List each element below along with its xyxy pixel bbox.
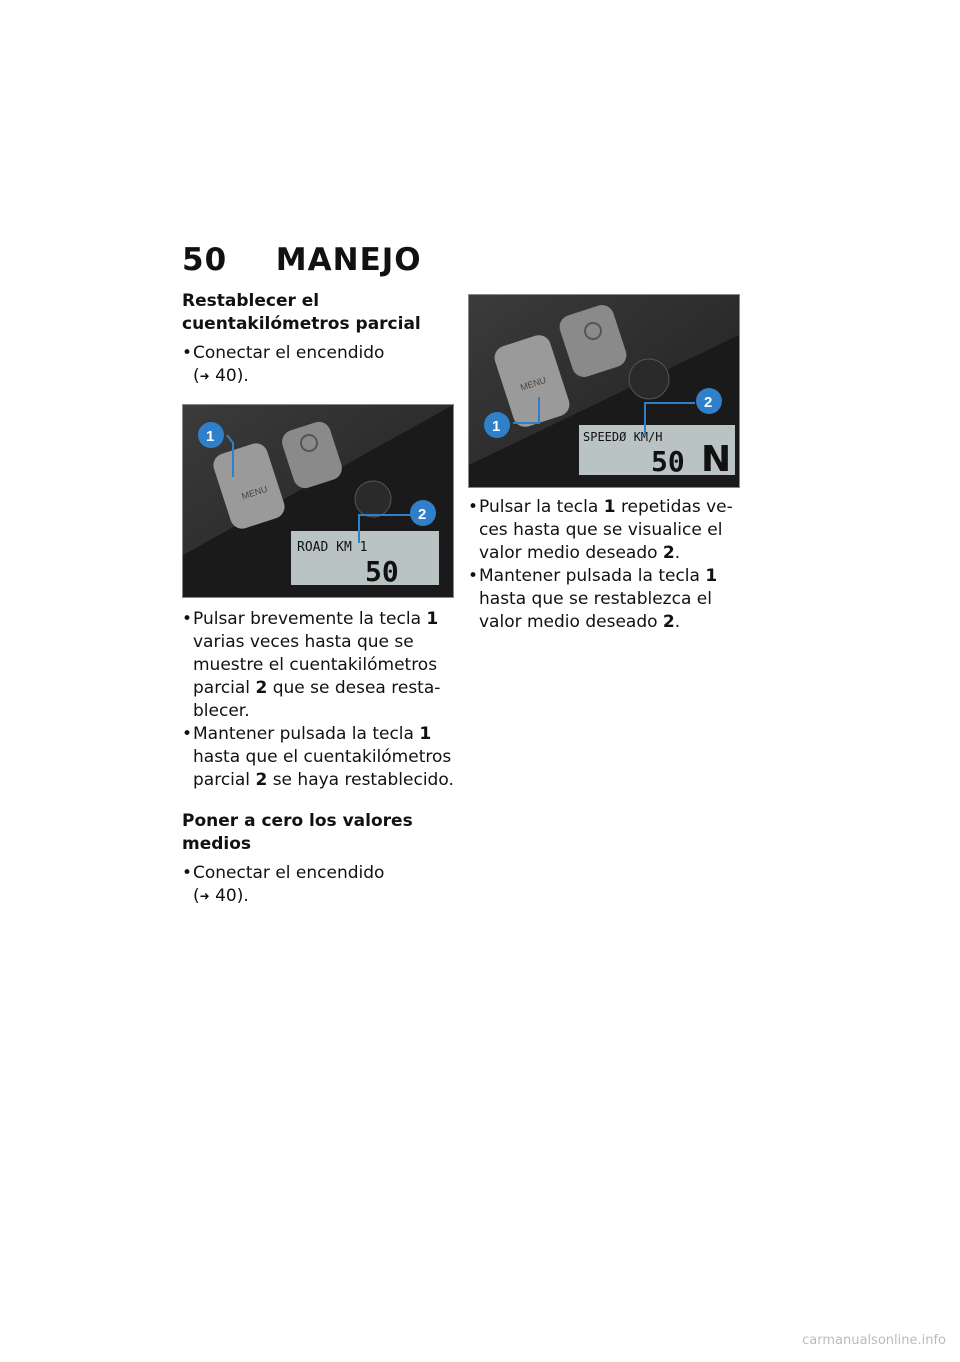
list-item: • Conectar el encendido (➜ 40). [182,862,454,908]
heading-reset-averages: Poner a cero los valores medios [182,811,413,854]
right-column [468,294,740,634]
left-column [182,290,454,908]
trip-reset-steps [182,608,454,792]
watermark: carmanualsonline.info [802,1333,946,1348]
list-item: • Mantener pulsada la tecla 1 hasta que el cuentakilómetros parcial 2 se haya restablecido. [182,723,454,792]
list-item: • Pulsar brevemente la tecla 1 varias veces hasta que se muestre el cuentakilómetros parcial 2 que se desea resta-blecer. [182,608,454,723]
menu-key-label: MENU [519,374,548,393]
list-item: • Conectar el encendido (➜ 40). [182,342,454,388]
list-item: • Pulsar la tecla 1 repetidas ve-ces hasta que se visualice el valor medio deseado 2. [468,496,740,565]
knob [629,359,669,399]
key-ref: 2 [662,612,675,632]
list-item: • Mantener pulsada la tecla 1 hasta que se restablezca el valor medio deseado 2. [468,565,740,634]
lcd-value: 50 [651,445,685,478]
knob [355,481,391,517]
figure-trip-reset [182,404,454,598]
key-ref: 2 [255,678,268,698]
gear-indicator: N [701,439,732,480]
page-header [182,242,422,278]
section-title: MANEJO [275,242,422,278]
callout-1: 1 [206,428,215,445]
key-ref: 1 [705,566,718,586]
page-ref-link[interactable]: 40). [215,366,249,386]
figure-average-reset [468,294,740,488]
page-ref-arrow-icon: ➜ [199,889,210,903]
page-ref-arrow-icon: ➜ [199,369,210,383]
key-ref: 1 [419,724,432,744]
power-step-list [182,342,454,388]
average-reset-steps [468,496,740,634]
lcd-line1: SPEEDØ KM/H [583,430,663,444]
key-ref: 2 [662,543,675,563]
lcd-value: 50 [365,555,399,588]
menu-key-label: MENU [240,483,269,502]
heading-reset-trip: Restablecer el cuentakilómetros parcial [182,291,421,334]
callout-2: 2 [418,506,427,523]
key-ref: 1 [426,609,439,629]
lcd-line1: ROAD KM 1 [297,540,368,555]
key-ref: 1 [603,497,616,517]
power-step-list-2 [182,862,454,908]
callout-2: 2 [704,394,713,411]
page-number: 50 [182,242,228,278]
callout-1: 1 [492,418,501,435]
page-ref-link[interactable]: 40). [215,886,249,906]
key-ref: 2 [255,770,268,790]
